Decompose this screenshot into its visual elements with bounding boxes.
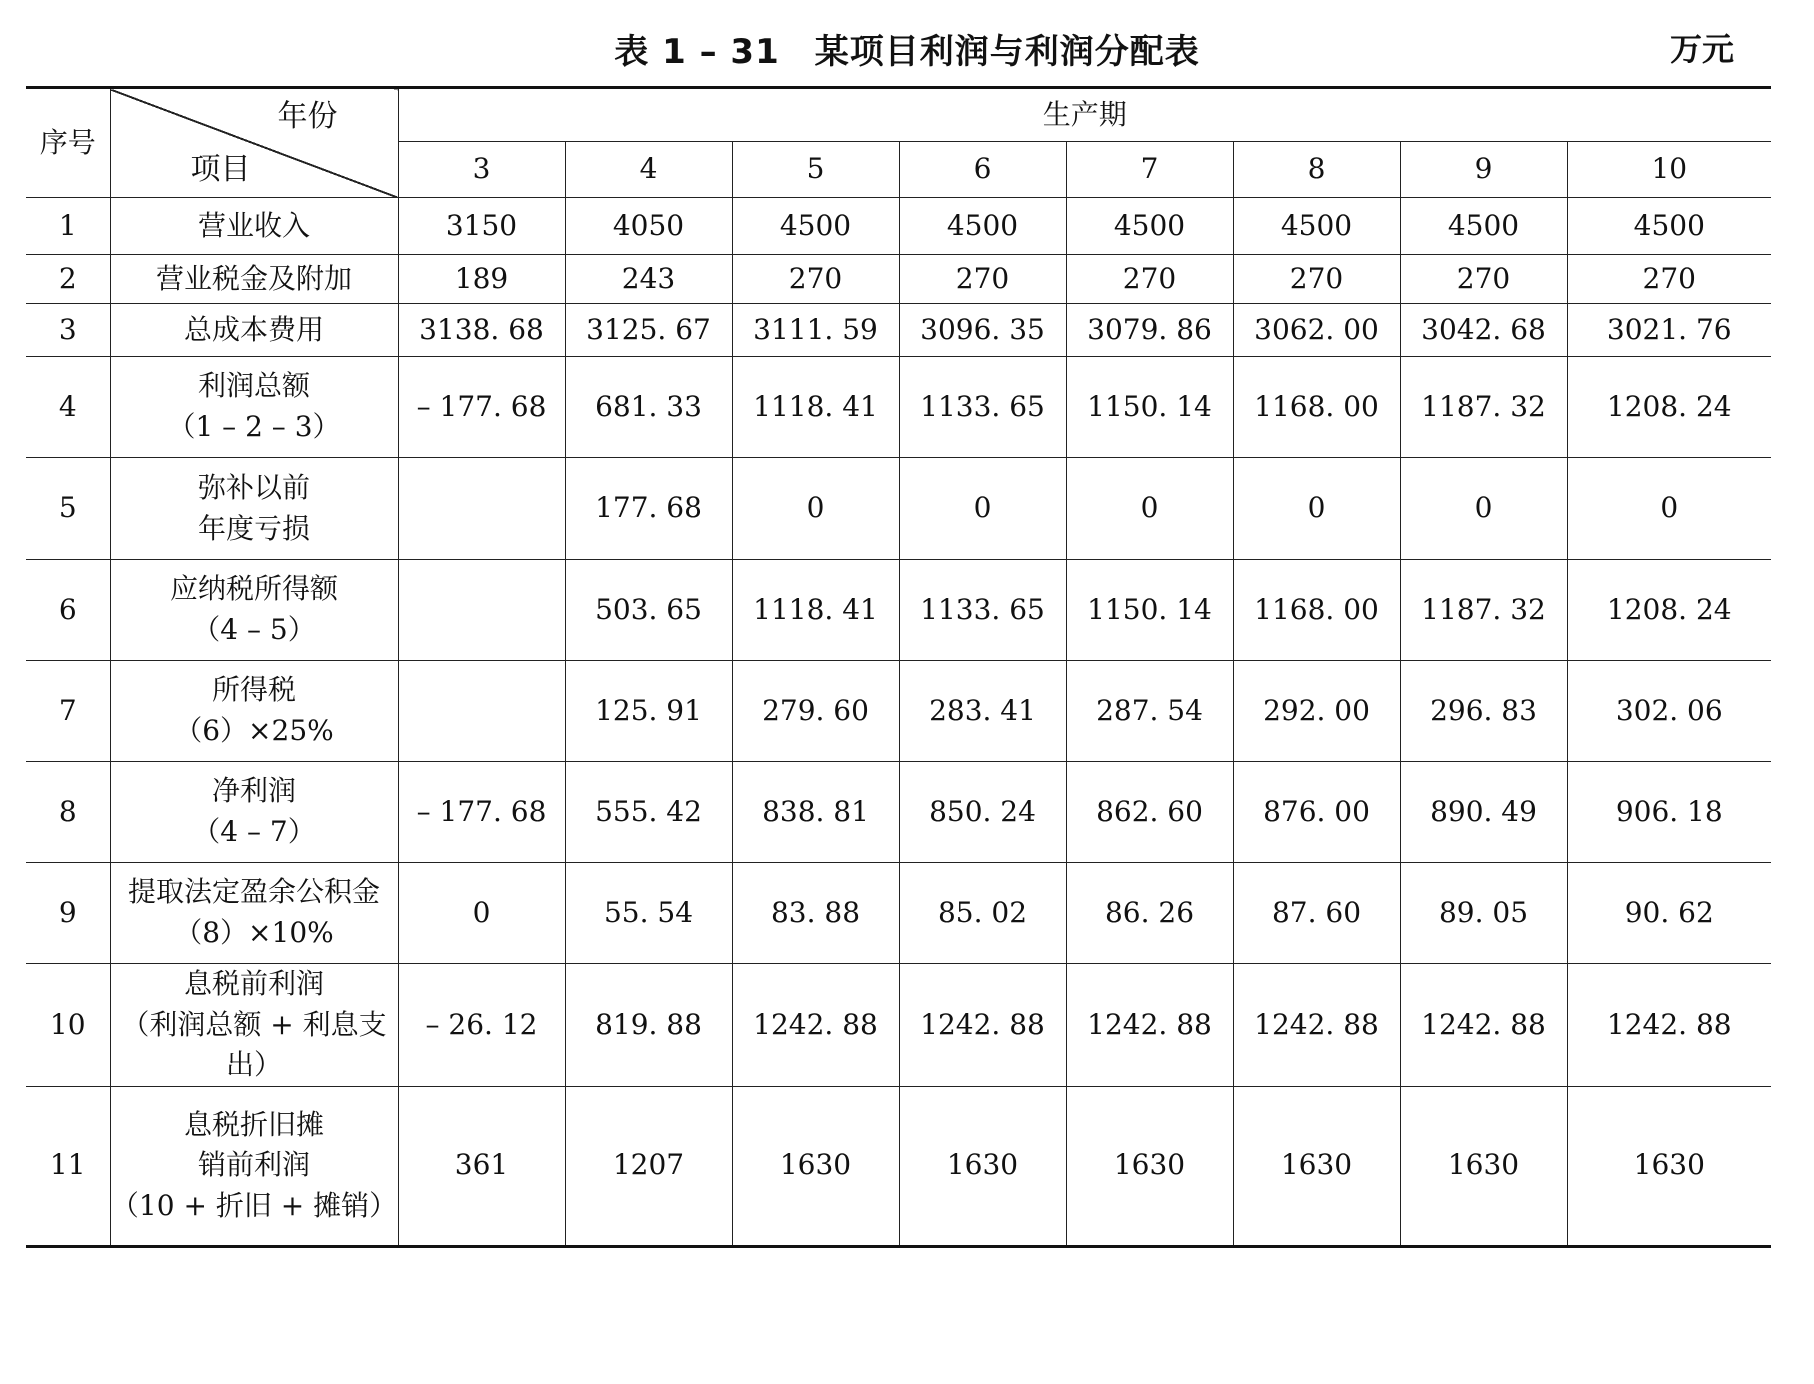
value-cell: 90. 62	[1567, 863, 1771, 964]
value-cell: 3150	[398, 198, 565, 255]
value-cell: 3111. 59	[732, 304, 899, 357]
value-cell: 0	[1066, 458, 1233, 560]
value-cell: 270	[1066, 255, 1233, 304]
row-item-line: 年度亏损	[197, 511, 310, 545]
value-cell: 1150. 14	[1066, 560, 1233, 661]
value-cell: 86. 26	[1066, 863, 1233, 964]
value-cell: 1630	[1066, 1086, 1233, 1246]
row-seq: 1	[26, 198, 110, 255]
value-cell: 4050	[565, 198, 732, 255]
value-cell: 292. 00	[1233, 661, 1400, 762]
value-cell: 503. 65	[565, 560, 732, 661]
value-cell: 287. 54	[1066, 661, 1233, 762]
value-cell: 1187. 32	[1400, 560, 1567, 661]
value-cell: 3096. 35	[899, 304, 1066, 357]
header-year-cell: 7	[1066, 142, 1233, 198]
header-year-cell: 8	[1233, 142, 1400, 198]
table-row	[26, 762, 1771, 863]
value-cell: 177. 68	[565, 458, 732, 560]
table-row	[26, 198, 1771, 255]
row-item-line: 提取法定盈余公积金	[127, 875, 380, 909]
header-year-cell: 5	[732, 142, 899, 198]
value-cell: 1242. 88	[1233, 964, 1400, 1087]
value-cell: 838. 81	[732, 762, 899, 863]
header-year-cell: 9	[1400, 142, 1567, 198]
row-item-line: （4 – 7）	[192, 815, 316, 848]
row-item	[110, 357, 398, 458]
value-cell: 681. 33	[565, 357, 732, 458]
table-row	[26, 964, 1771, 1087]
row-seq: 4	[26, 357, 110, 458]
value-cell: 0	[398, 863, 565, 964]
value-cell: 4500	[1567, 198, 1771, 255]
value-cell: 4500	[732, 198, 899, 255]
table-row	[26, 357, 1771, 458]
row-item	[110, 560, 398, 661]
header-production-period: 生产期	[398, 88, 1771, 142]
value-cell: 1630	[899, 1086, 1066, 1246]
value-cell: 55. 54	[565, 863, 732, 964]
value-cell: 1630	[1567, 1086, 1771, 1246]
value-cell: 850. 24	[899, 762, 1066, 863]
row-seq: 11	[26, 1086, 110, 1246]
value-cell: 0	[1400, 458, 1567, 560]
value-cell: 1133. 65	[899, 357, 1066, 458]
header-year-cell: 10	[1567, 142, 1771, 198]
value-cell	[398, 560, 565, 661]
row-item-line: 销前利润	[197, 1148, 310, 1182]
value-cell: 279. 60	[732, 661, 899, 762]
row-item-line: 总成本费用	[183, 312, 324, 346]
row-item-line: （1 – 2 – 3）	[167, 410, 341, 443]
value-cell: 906. 18	[1567, 762, 1771, 863]
value-cell: 1242. 88	[1400, 964, 1567, 1087]
row-item	[110, 255, 398, 304]
row-seq: 8	[26, 762, 110, 863]
table-row	[26, 1086, 1771, 1246]
value-cell: 4500	[899, 198, 1066, 255]
value-cell: 0	[899, 458, 1066, 560]
row-item-line: 弥补以前	[197, 470, 310, 504]
value-cell: 1242. 88	[732, 964, 899, 1087]
value-cell: 862. 60	[1066, 762, 1233, 863]
header-item: 项目	[190, 151, 251, 187]
value-cell: 4500	[1400, 198, 1567, 255]
value-cell: 1630	[1233, 1086, 1400, 1246]
value-cell: 361	[398, 1086, 565, 1246]
value-cell: 270	[1233, 255, 1400, 304]
value-cell: 819. 88	[565, 964, 732, 1087]
row-item-line: （6）×25%	[174, 714, 334, 747]
value-cell: 0	[1233, 458, 1400, 560]
row-item	[110, 964, 398, 1087]
value-cell: 283. 41	[899, 661, 1066, 762]
value-cell: 87. 60	[1233, 863, 1400, 964]
row-item-line: 营业税金及附加	[155, 261, 352, 295]
table-title: 表 1 – 31 某项目利润与利润分配表	[614, 32, 1200, 72]
value-cell: 876. 00	[1233, 762, 1400, 863]
row-item-line: 息税折旧摊	[183, 1107, 324, 1141]
value-cell: 3021. 76	[1567, 304, 1771, 357]
value-cell: 1133. 65	[899, 560, 1066, 661]
row-seq: 2	[26, 255, 110, 304]
header-diagonal-cell	[110, 88, 398, 198]
value-cell: 85. 02	[899, 863, 1066, 964]
value-cell: 1118. 41	[732, 357, 899, 458]
row-item	[110, 304, 398, 357]
table-row	[26, 255, 1771, 304]
value-cell: – 26. 12	[398, 964, 565, 1087]
header-seq: 序号	[26, 88, 110, 198]
table-body	[26, 198, 1771, 1247]
row-item-line: 利润总额	[197, 369, 310, 403]
value-cell: 189	[398, 255, 565, 304]
row-item	[110, 198, 398, 255]
unit-label: 万元	[1669, 30, 1734, 68]
value-cell: 3138. 68	[398, 304, 565, 357]
row-item-line: （4 – 5）	[192, 613, 316, 646]
header-year: 年份	[277, 99, 338, 134]
row-item-line: 净利润	[211, 774, 296, 808]
value-cell: 1630	[732, 1086, 899, 1246]
value-cell: 270	[1400, 255, 1567, 304]
value-cell: 1630	[1400, 1086, 1567, 1246]
value-cell: 270	[1567, 255, 1771, 304]
value-cell: 3042. 68	[1400, 304, 1567, 357]
value-cell: 89. 05	[1400, 863, 1567, 964]
value-cell: 1242. 88	[1066, 964, 1233, 1087]
header-year-cell: 6	[899, 142, 1066, 198]
value-cell: 302. 06	[1567, 661, 1771, 762]
header-year-cell: 4	[565, 142, 732, 198]
table-row	[26, 560, 1771, 661]
table-row	[26, 863, 1771, 964]
value-cell: 4500	[1066, 198, 1233, 255]
row-seq: 7	[26, 661, 110, 762]
value-cell: 1118. 41	[732, 560, 899, 661]
row-seq: 10	[26, 964, 110, 1087]
value-cell: 1242. 88	[1567, 964, 1771, 1087]
value-cell	[398, 458, 565, 560]
value-cell: 1208. 24	[1567, 357, 1771, 458]
row-seq: 5	[26, 458, 110, 560]
value-cell: 243	[565, 255, 732, 304]
value-cell: 125. 91	[565, 661, 732, 762]
row-seq: 9	[26, 863, 110, 964]
table-row	[26, 661, 1771, 762]
value-cell: 1168. 00	[1233, 560, 1400, 661]
row-item-line: （利润总额 + 利息支出）	[121, 1007, 387, 1082]
row-item	[110, 458, 398, 560]
row-seq: 3	[26, 304, 110, 357]
row-item-line: 应纳税所得额	[169, 572, 338, 606]
table-caption	[0, 18, 1814, 78]
value-cell: 1208. 24	[1567, 560, 1771, 661]
value-cell: 1168. 00	[1233, 357, 1400, 458]
value-cell: 1242. 88	[899, 964, 1066, 1087]
value-cell: 1150. 14	[1066, 357, 1233, 458]
value-cell: – 177. 68	[398, 357, 565, 458]
row-item-line: 息税前利润	[183, 967, 324, 1000]
profit-distribution-table	[26, 86, 1771, 1248]
row-item-line: 所得税	[211, 673, 296, 707]
table-row	[26, 304, 1771, 357]
value-cell: 0	[732, 458, 899, 560]
table-row	[26, 458, 1771, 560]
value-cell	[398, 661, 565, 762]
row-item-line: （10 + 折旧 + 摊销）	[110, 1189, 398, 1223]
value-cell: 555. 42	[565, 762, 732, 863]
row-item	[110, 661, 398, 762]
value-cell: 270	[899, 255, 1066, 304]
row-item	[110, 762, 398, 863]
value-cell: 1187. 32	[1400, 357, 1567, 458]
row-item	[110, 863, 398, 964]
value-cell: 890. 49	[1400, 762, 1567, 863]
row-item	[110, 1086, 398, 1246]
row-seq: 6	[26, 560, 110, 661]
value-cell: – 177. 68	[398, 762, 565, 863]
value-cell: 83. 88	[732, 863, 899, 964]
value-cell: 3062. 00	[1233, 304, 1400, 357]
value-cell: 4500	[1233, 198, 1400, 255]
value-cell: 270	[732, 255, 899, 304]
value-cell: 3079. 86	[1066, 304, 1233, 357]
row-item-line: （8）×10%	[174, 916, 334, 949]
row-item-line: 营业收入	[197, 208, 310, 242]
value-cell: 3125. 67	[565, 304, 732, 357]
value-cell: 1207	[565, 1086, 732, 1246]
value-cell: 0	[1567, 458, 1771, 560]
value-cell: 296. 83	[1400, 661, 1567, 762]
header-year-cell: 3	[398, 142, 565, 198]
